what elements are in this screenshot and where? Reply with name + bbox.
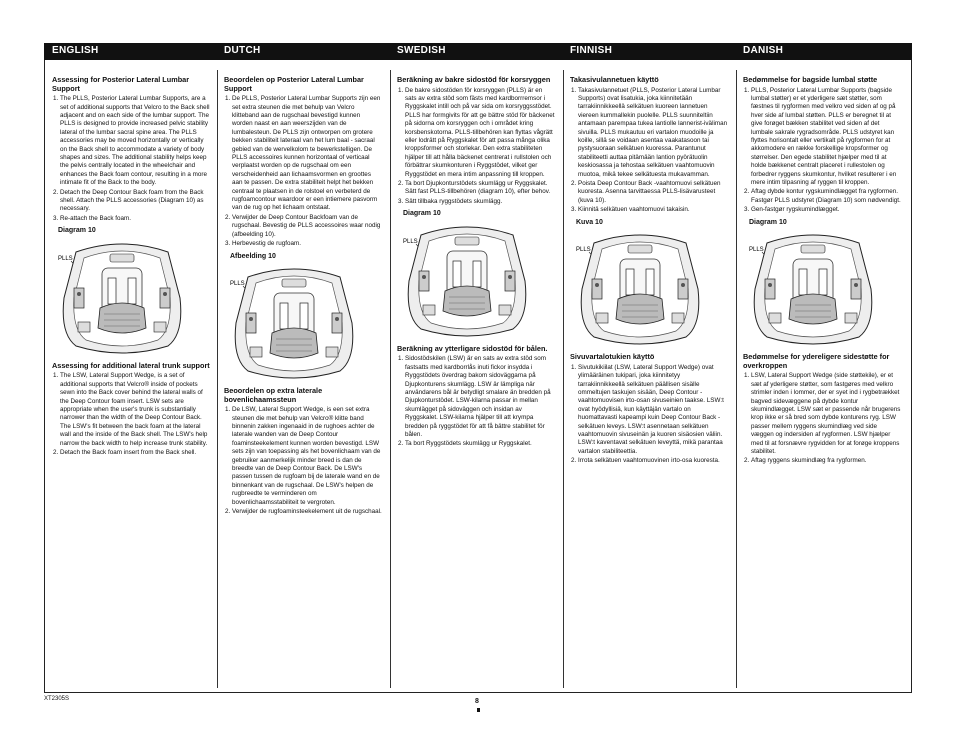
list-item: 1. De bakre sidostöden för korsryggen (PLLS) är en sats av extra stöd som fästs med kardborrremsor i Ryggskalet intill och på var sida om korsryggsstödet. PLLS har formgivits för att ge bättre stöd för bäckenet på sidorna om korsryggen och i området kring korsbenskotorna. PLLS-tillbehören kan flyttas vågrätt eller lodrätt på Ryggskalet för att passa många olika kroppsformer och storlekar. Den extra stabiliteten hjälper till att hålla bäckenet centrerat i rullstolen och förbättrar skumkonturen i Ryggstödet, vilket ger Ryggstödet en mera intim anpassning till kroppen. [405, 87, 555, 179]
lang-english: ENGLISH [52, 45, 99, 56]
section-heading: Sivuvartalotukien käyttö [570, 352, 655, 362]
instruction-list [52, 372, 210, 457]
column-divider [563, 70, 564, 688]
instruction-list [570, 364, 728, 466]
list-item: 2. Irrota selkätuen vaahtomuovinen irto-osa kuoresta. [578, 457, 728, 465]
list-item: 3. Re-attach the Back foam. [60, 215, 210, 223]
diagram-label: Diagram 10 [403, 210, 441, 218]
column-divider [390, 70, 391, 688]
back-shell-diagram [574, 229, 706, 347]
section-heading: Beoordelen op Posterior Lateral Lumbar Support [224, 75, 364, 93]
column-swedish [397, 76, 555, 450]
list-item: 1. Takasivulannetuet (PLLS, Posterior Lateral Lumbar Supports) ovat lisatukia, joka kiinnitetään tarrakiinnikkeellä selkätuen kuoreen lannetuen viereen kummallekin puolelle. PLLS suunniteltiin antamaan parempaa tukea lantiolle lannerist-iväliman sivuilla. PLLS mukautuu eri vartalon muodoille ja koille, sillä se voidaan asentaa vaakatasoon tai pystysuoraan selkätuen kuoressa. Parantunut stabiliteetti auttaa pitämään lantion pyörätuolin keskiosassa ja tehostaa selkätuen vaahtomuovin muotoa, mikä tekee selkätuesta mukavamman. [578, 87, 728, 179]
list-item: 1. De LSW, Lateral Support Wedge, is een set extra steunen die met behulp van Velcro® klitte band binnenin zakken ingenaaid in de rughoes achter de laterale wanden van de Deep Contour foaminsteekelement kunnen worden bevestigd. LSW sets zijn van toepassing als het bovenlichaam van de gebruiker aanmerkelijk minder breed is dan de breedte van de Deep Contour Back. De LSW's passen tussen de rugfoam bij de laterale wand en de binnenkant van de rugschaal. De LSW's helpen de rugbreedte te verminderen om bovenlichaamsstabiliteit te vergroten. [232, 406, 382, 507]
instruction-list [570, 87, 728, 215]
section-heading: Bedømmelse for ydereligere sidestøtte for overkroppen [743, 352, 890, 370]
section-heading: Assessing for Posterior Lateral Lumbar Support [52, 75, 190, 93]
diagram-label: Kuva 10 [576, 218, 603, 226]
list-item: 2. Verwijder de Deep Contour Backfoam van de rugschaal. Bevestig de PLLS accessoires waar nodig (afbeelding 10). [232, 214, 382, 239]
section-heading: Takasivulannetuen käyttö [570, 75, 659, 84]
diagram-label: Diagram 10 [749, 218, 787, 226]
lang-danish: DANISH [743, 45, 784, 56]
section-heading: Beräkning av bakre sidostöd för korsryggen [397, 75, 551, 84]
instruction-list [743, 372, 901, 465]
list-item: 3. Kiinnitä selkätuen vaahtomuovi takaisin. [578, 206, 728, 214]
diagram-label: Afbeelding 10 [230, 252, 276, 260]
page-number: 8 [475, 698, 479, 705]
instruction-list [397, 355, 555, 448]
back-support-diagram [743, 229, 901, 347]
list-item: 1. The PLLS, Posterior Lateral Lumbar Supports, are a set of additional supports that Velcro to the Back shell adjacent and on each side of the lumbar support. The PLLS is designed to provide increased pelvic stability lateral of the lumbar sacral spine area. The PLLS accessories may be moved horizontally or vertically on the Back shell to accommodate a variety of body shapes and sizes. The additional stability helps keep the pelvis centrally located in the wheelchair and enhances the Back foam contour, resulting in a more intimate fit of the Back to the body. [60, 95, 210, 187]
list-item: 2. Poista Deep Contour Back -vaahtomuovi selkätuen kuoresta. Asenna tarvittaessa PLLS-lisävarusteet (kuva 10). [578, 180, 728, 205]
section-heading: Bedømmelse for bagside lumbal støtte [743, 75, 878, 84]
list-item: 1. Sidostödskilen (LSW) är en sats av extra stöd som fastsatts med kardborrlås inuti fickor insydda i Ryggstödets överdrag bakom sidoväggarna på Djupkonturens skumlägg. LSW är lämpliga när användarens bål är betydligt smalare än bredden på Djupkonturstödet. LSW-kilarna passar in mellan skumlägget på sidoväggen och insidan av Ryggskalet. LSW-kilarna hjälper till att krympa bredden på ryggstödet för att få bättre stabilitet för bålen. [405, 355, 555, 439]
plls-callout: PLLS [58, 255, 73, 262]
back-shell-diagram [747, 229, 879, 347]
list-item: 1. LSW, Lateral Support Wedge (side støttekile), er et sæt af yderligere støtter, som fastgøres med velkro strimler inden i lommer, der er syet ind i rygbetrækket bagved sidevæggene på dybde kontur skumindlægget. LSW sæt er passende når brugerens krop ikke er så bred som dybde konturens ryg. LSW passer mellem ryggens skumindlæg ved side væggen og indersiden af rygformen. LSW hjælper med til at forsnævre rygvidden for at forøge kroppens stabilitet. [751, 372, 901, 456]
column-finnish [570, 76, 728, 467]
list-item: 2. Detach the Deep Contour Back foam from the Back shell. Attach the PLLS accessories (Diagram 10) as necessary. [60, 189, 210, 214]
instruction-list [743, 87, 901, 215]
lang-dutch: DUTCH [224, 45, 261, 56]
plls-callout: PLLS [749, 247, 764, 254]
list-item: 2. Aftag dybde kontur rygskumindlægget fra rygformen. Fastgør PLLS udstyret (Diagram 10) som nødvendigt. [751, 188, 901, 205]
section-heading: Beoordelen op extra laterale bovenlichaamssteun [224, 385, 323, 404]
list-item: 2. Detach the Back foam insert from the Back shell. [60, 449, 210, 457]
list-item: 1. De PLLS, Posterior Lateral Lumbar Supports zijn een set extra steunen die met behulp van Velcro klitteband aan de rugschaal bevestigd kunnen worden naast en aan weerszijden van de lumbalesteun. De PLLS zijn ontworpen om grotere bekken stabiliteit lateraal van het lum baal - sacraal gebied van de wervelkolom te bewerkstelligen. De PLLS accessoires kunnen horizontaal of verticaal verplaatst worden op de rugschaal om een verscheidenheid aan lichaamsvormen en groottes aan te passen. De extra stabiliteit helpt het bekken centraal te plaatsen in de rolstoel en verbeterd de rugfoamcontour waardoor er een intiemere pasvorm van de rug op het lichaam ontstaat. [232, 95, 382, 213]
list-item: 3. Sätt tillbaka ryggstödets skumlägg. [405, 198, 555, 206]
column-divider [736, 70, 737, 688]
column-english [52, 76, 210, 458]
back-shell-diagram [228, 263, 360, 381]
back-support-diagram [52, 238, 210, 356]
plls-callout: PLLS [403, 238, 418, 245]
instruction-list [224, 95, 382, 248]
lang-swedish: SWEDISH [397, 45, 446, 56]
list-item: 1. Sivutukikiilat (LSW, Lateral Support Wedge) ovat ylimääräinen tukipari, joka kiinnitetyy tarrakiinnikkeellä selkätuen päällisen sisälle ommeltujen taskujen sisään, Deep Contour -vaahtomuovisen irto-osan sivuseinien taakse. LSW:t ovat hyödyllisiä, kun käyttäjän vartalo on huomattavasti kapeampi kuin Deep Contour Back -selkätuen leveys. LSW:t asennetaan selkätuen vaahtomuovin sivuseinän ja kuoren sisäosien väliin. LSW:t kaventavat selkätuen leveyttä, mikä parantaa vartalon stabiliteettia. [578, 364, 728, 456]
column-divider [217, 70, 218, 688]
instruction-list [52, 95, 210, 223]
back-support-diagram [224, 263, 382, 381]
diagram-label: Diagram 10 [58, 227, 96, 235]
document-code: XT2305S [44, 696, 70, 702]
section-heading: Assessing for additional lateral trunk support [52, 360, 210, 370]
list-item: 3. Herbevestig de rugfoam. [232, 240, 382, 248]
column-danish [743, 76, 901, 467]
plls-callout: PLLS [230, 280, 245, 287]
list-item: 1. The LSW, Lateral Support Wedge, is a set of additional supports that Velcro® inside of pockets sewn into the Back cover behind the lateral walls of the Deep Contour foam insert. LSW sets are appropriate when the user's trunk is substantially narrower than the width of the Deep Contour Back. The LSW's fit between the back foam at the lateral wall and the inside of the Back shell. The LSW's help narrow the back width to help increase trunk stability. [60, 372, 210, 448]
lang-finnish: FINNISH [570, 45, 613, 56]
list-item: 2. Verwijder de rugfoaminsteekelement uit de rugschaal. [232, 508, 382, 516]
back-support-diagram [570, 229, 728, 347]
plls-callout: PLLS [576, 247, 591, 254]
instruction-list [224, 406, 382, 516]
section-heading: Beräkning av ytterligare sidostöd för bålen. [397, 343, 548, 353]
list-item: 3. Gen-fastgør rygskumindlægget. [751, 206, 901, 214]
list-item: 1. PLLS, Posterior Lateral Lumbar Supports (bagside lumbal støtter) er et yderligere sæt støtter, som fæstnes til rygformen med velkro ved siden af og på hver side af lumbal støtten. PLLS er beregnet til at give forøget bækken stabilitet ved siden af det lumbale sakrale rygradsområde. PLLS udstyret kan flyttes horisontalt eller vertikalt på rygformen for at akkomodere en række forskellige kropsformer og størrelser. Den egede stabilitet hjælper med til at holde bækkenet centralt placeret i rullestolen og forbedrer ryggens skumkontur, hvilket resulterer i en mere intim tilpasning af ryggen til kroppen. [751, 87, 901, 188]
back-shell-diagram [56, 238, 188, 356]
back-support-diagram [397, 221, 555, 339]
list-item: 2. Ta bort Djupkonturstödets skumlägg ur Ryggskalet. Sätt fast PLLS-tillbehören (diagram 10), efter behov. [405, 180, 555, 197]
back-shell-diagram [401, 221, 533, 339]
list-item: 2. Ta bort Ryggstödets skumlägg ur Ryggskalet. [405, 440, 555, 448]
page-marker [477, 708, 480, 712]
list-item: 2. Aftag ryggens skumindlæg fra rygformen. [751, 457, 901, 465]
instruction-list [397, 87, 555, 207]
column-dutch [224, 76, 382, 517]
